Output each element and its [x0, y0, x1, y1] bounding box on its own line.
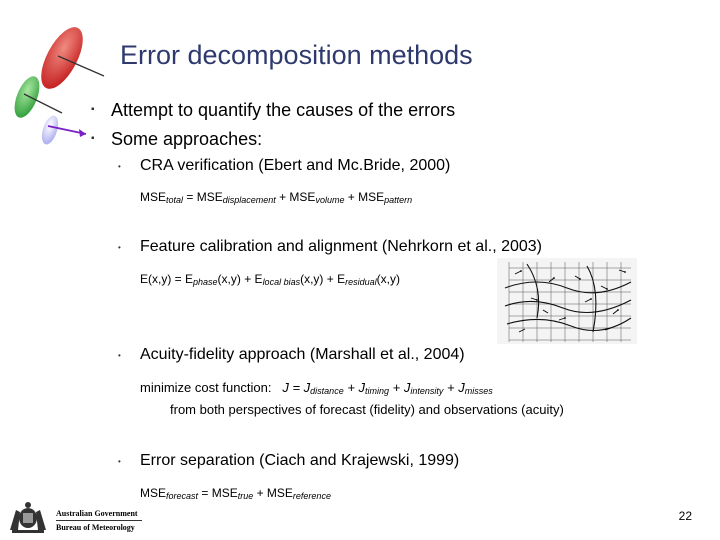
- acuity-lead: minimize cost function:: [140, 380, 272, 395]
- formula-cra: $MSE_{total} = MSE_{displacement} + MSE_{volume} + MSE_{pattern}$: [140, 190, 413, 205]
- bullet-marker: ▪: [91, 133, 95, 144]
- slide-title: Error decomposition methods: [120, 40, 473, 70]
- subbullet-marker: •: [118, 162, 121, 171]
- subbullet-cra-verification: CRA verification (Ebert and Mc.Bride, 2000): [140, 157, 451, 174]
- subbullet-marker: •: [118, 243, 121, 252]
- subbullet-marker: •: [118, 351, 121, 360]
- subbullet-feature-calibration: Feature calibration and alignment (Nehrkorn et al., 2003): [140, 238, 542, 255]
- formula-error-separation: $MSE_{forecast} = MSE_{true} + MSE_{reference}$: [140, 486, 331, 501]
- acuity-note: from both perspectives of forecast (fidelity) and observations (acuity): [170, 402, 564, 417]
- coat-of-arms-icon: [6, 500, 50, 536]
- subbullet-error-separation: Error separation (Ciach and Krajewski, 1999): [140, 452, 460, 469]
- bullet-marker: ▪: [91, 104, 95, 115]
- green-ellipse: [9, 73, 44, 121]
- blue-ellipse: [39, 114, 62, 147]
- bullet-approaches: Some approaches:: [111, 129, 263, 149]
- formula-acuity: minimize cost function: $J = J_{distance} + J_{timing} + J_{intensity} + J_{misses}$: [140, 380, 493, 396]
- logo-line-australian-government: Australian Government: [56, 509, 138, 518]
- formula-feature-calibration: $E(x,y) = E_{phase}(x,y) + E_{local bias}(x,y) + E_{residual}(x,y)$: [140, 272, 400, 287]
- subbullet-acuity-fidelity: Acuity-fidelity approach (Marshall et al., 2004): [140, 346, 465, 363]
- page-number: 22: [678, 509, 692, 523]
- decorative-ellipses-graphic: [0, 20, 110, 150]
- vector-field-image: [497, 258, 637, 344]
- bullet-quantify-causes: Attempt to quantify the causes of the errors: [111, 100, 456, 120]
- subbullet-marker: •: [118, 457, 121, 466]
- logo-line-bureau-of-meteorology: Bureau of Meteorology: [56, 523, 135, 532]
- logo-divider: [56, 520, 142, 521]
